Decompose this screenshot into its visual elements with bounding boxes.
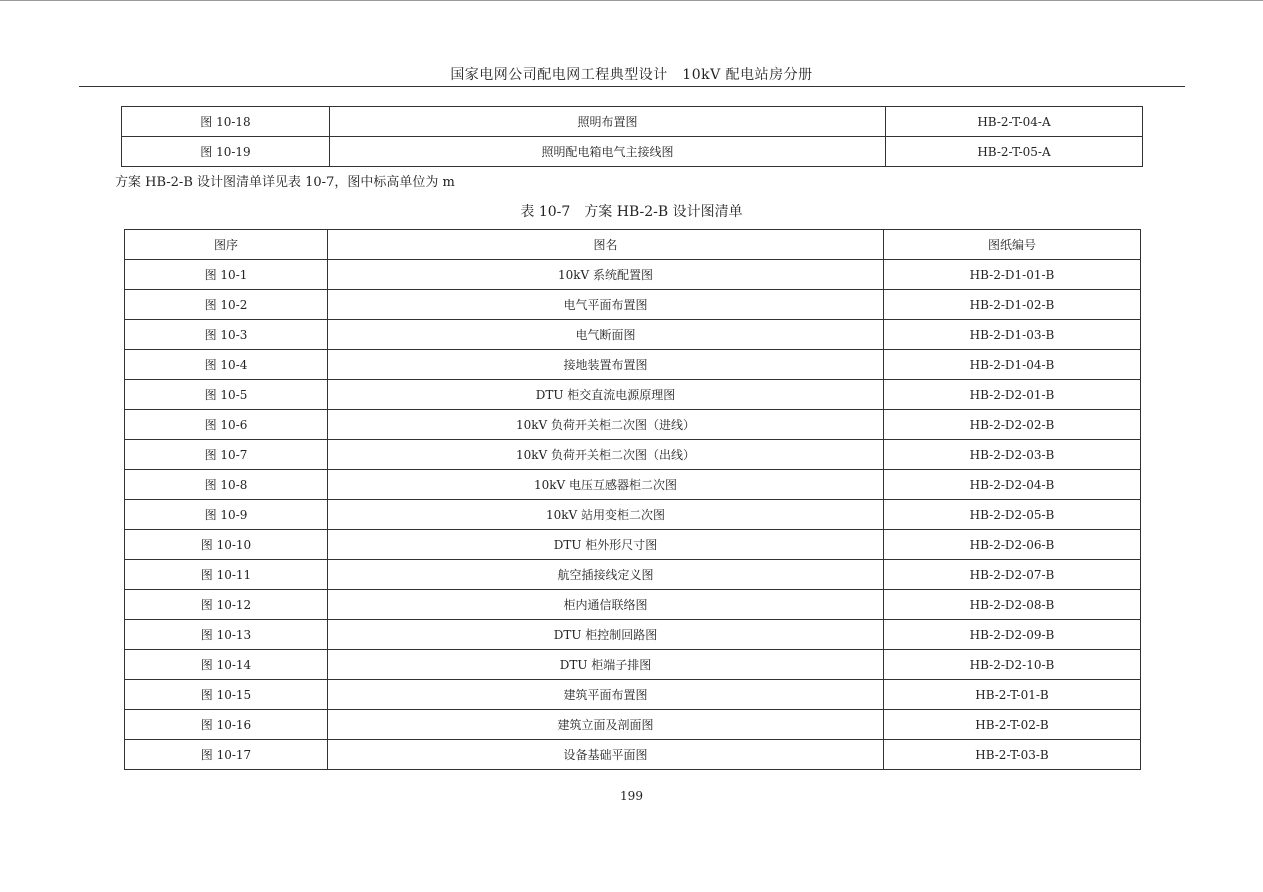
figure-number-cell: 图 10-19: [122, 137, 330, 167]
table-row: [125, 260, 1141, 290]
drawing-code-cell: HB-2-D2-04-B: [884, 470, 1141, 500]
figure-number-cell: 图 10-7: [125, 440, 328, 470]
table-row: [125, 380, 1141, 410]
figure-number-cell: 图 10-11: [125, 560, 328, 590]
table-row: [125, 560, 1141, 590]
figure-number-cell: 图 10-12: [125, 590, 328, 620]
figure-name-cell: 设备基础平面图: [328, 740, 884, 770]
figure-number-cell: 图 10-1: [125, 260, 328, 290]
page-number: 199: [620, 789, 643, 803]
table-row: [125, 530, 1141, 560]
figure-name-cell: DTU 柜交直流电源原理图: [328, 380, 884, 410]
figure-name-cell: 电气平面布置图: [328, 290, 884, 320]
header-figure-number: 图序: [125, 230, 328, 260]
figure-name-cell: 10kV 负荷开关柜二次图（进线）: [328, 410, 884, 440]
figure-number-cell: 图 10-8: [125, 470, 328, 500]
figure-name-cell: 电气断面图: [328, 320, 884, 350]
figure-name-cell: 照明配电箱电气主接线图: [330, 137, 886, 167]
header-figure-name: 图名: [328, 230, 884, 260]
drawing-list-table: [124, 229, 1141, 770]
drawing-code-cell: HB-2-D1-03-B: [884, 320, 1141, 350]
table-row: [125, 710, 1141, 740]
drawing-code-cell: HB-2-D2-02-B: [884, 410, 1141, 440]
drawing-code-cell: HB-2-D1-01-B: [884, 260, 1141, 290]
table-row: [125, 470, 1141, 500]
running-header: 国家电网公司配电网工程典型设计 10kV 配电站房分册: [450, 67, 813, 83]
figure-number-cell: 图 10-13: [125, 620, 328, 650]
figure-name-cell: 建筑立面及剖面图: [328, 710, 884, 740]
table-row: [122, 137, 1143, 167]
figure-number-cell: 图 10-15: [125, 680, 328, 710]
figure-number-cell: 图 10-10: [125, 530, 328, 560]
table-row: [125, 650, 1141, 680]
table-row: [125, 290, 1141, 320]
table-row: [125, 740, 1141, 770]
figure-name-cell: 10kV 电压互感器柜二次图: [328, 470, 884, 500]
figure-number-cell: 图 10-14: [125, 650, 328, 680]
figure-number-cell: 图 10-2: [125, 290, 328, 320]
figure-number-cell: 图 10-17: [125, 740, 328, 770]
table-caption: 表 10-7 方案 HB-2-B 设计图清单: [520, 204, 743, 220]
continued-table-body: [122, 107, 1143, 167]
table-row: [125, 620, 1141, 650]
figure-name-cell: DTU 柜外形尺寸图: [328, 530, 884, 560]
table-row: [125, 320, 1141, 350]
figure-number-cell: 图 10-5: [125, 380, 328, 410]
figure-name-cell: 航空插接线定义图: [328, 560, 884, 590]
drawing-code-cell: HB-2-T-05-A: [886, 137, 1143, 167]
figure-number-cell: 图 10-6: [125, 410, 328, 440]
table-row: [125, 350, 1141, 380]
drawing-code-cell: HB-2-D2-03-B: [884, 440, 1141, 470]
continued-drawing-table: [121, 106, 1143, 167]
figure-name-cell: 接地装置布置图: [328, 350, 884, 380]
body-paragraph: 方案 HB-2-B 设计图清单详见表 10-7，图中标高单位为 m: [115, 175, 455, 190]
drawing-code-cell: HB-2-T-01-B: [884, 680, 1141, 710]
figure-name-cell: 10kV 系统配置图: [328, 260, 884, 290]
drawing-code-cell: HB-2-D2-10-B: [884, 650, 1141, 680]
header-drawing-code: 图纸编号: [884, 230, 1141, 260]
figure-name-cell: 照明布置图: [330, 107, 886, 137]
top-border-line: [0, 0, 1263, 1]
drawing-code-cell: HB-2-D2-07-B: [884, 560, 1141, 590]
figure-name-cell: 柜内通信联络图: [328, 590, 884, 620]
drawing-code-cell: HB-2-T-04-A: [886, 107, 1143, 137]
drawing-code-cell: HB-2-D2-06-B: [884, 530, 1141, 560]
figure-number-cell: 图 10-18: [122, 107, 330, 137]
figure-name-cell: 建筑平面布置图: [328, 680, 884, 710]
drawing-code-cell: HB-2-D1-04-B: [884, 350, 1141, 380]
table-row: [125, 680, 1141, 710]
drawing-code-cell: HB-2-D2-09-B: [884, 620, 1141, 650]
table-row: [125, 410, 1141, 440]
figure-number-cell: 图 10-16: [125, 710, 328, 740]
figure-name-cell: DTU 柜端子排图: [328, 650, 884, 680]
figure-number-cell: 图 10-3: [125, 320, 328, 350]
table-row: [125, 590, 1141, 620]
header-row: [125, 230, 1141, 260]
drawing-code-cell: HB-2-D2-08-B: [884, 590, 1141, 620]
table-header: [125, 230, 1141, 260]
drawing-code-cell: HB-2-T-03-B: [884, 740, 1141, 770]
drawing-code-cell: HB-2-D2-05-B: [884, 500, 1141, 530]
drawing-code-cell: HB-2-T-02-B: [884, 710, 1141, 740]
table-row: [125, 500, 1141, 530]
table-row: [125, 440, 1141, 470]
figure-name-cell: 10kV 负荷开关柜二次图（出线）: [328, 440, 884, 470]
table-row: [122, 107, 1143, 137]
figure-number-cell: 图 10-9: [125, 500, 328, 530]
figure-name-cell: 10kV 站用变柜二次图: [328, 500, 884, 530]
drawing-code-cell: HB-2-D2-01-B: [884, 380, 1141, 410]
header-rule: [79, 86, 1185, 87]
figure-name-cell: DTU 柜控制回路图: [328, 620, 884, 650]
drawing-code-cell: HB-2-D1-02-B: [884, 290, 1141, 320]
table-body: [125, 260, 1141, 770]
figure-number-cell: 图 10-4: [125, 350, 328, 380]
